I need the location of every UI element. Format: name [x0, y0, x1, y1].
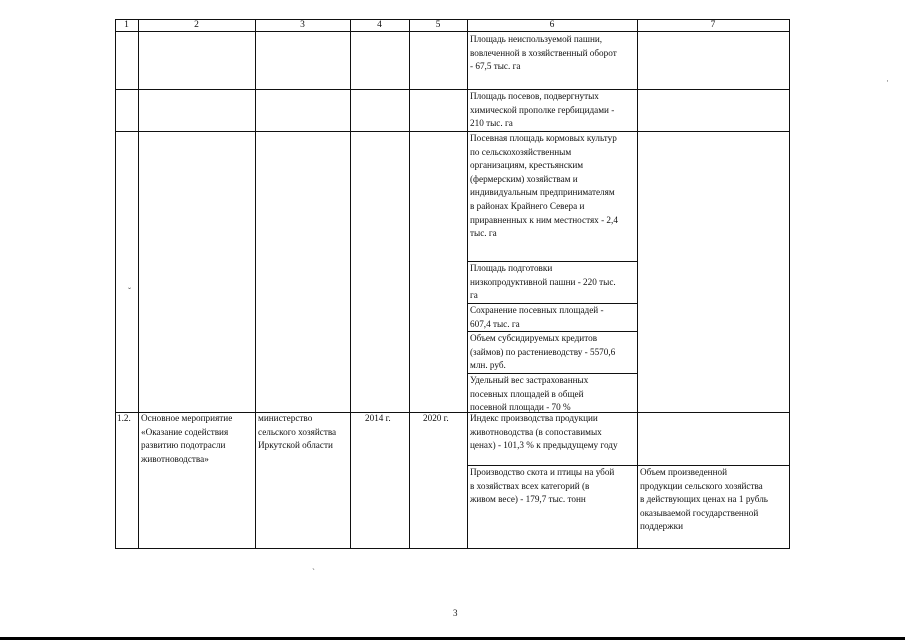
indicator-low-productive-land: Площадь подготовки низкопродуктивной пашни - 220 тыс. га: [470, 263, 616, 301]
indicator-output-per-ruble-support: Объем произведенной продукции сельского хозяйства в действующих ценах на 1 рубль оказываемой государственной поддержки: [640, 467, 768, 532]
indicator-unused-arable-land: Площадь неиспользуемой пашни, вовлеченной в хозяйственный оборот - 67,5 тыс. га: [470, 34, 617, 72]
indicator-livestock-production-index: Индекс производства продукции животноводства (в сопоставимых ценах) - 101,3 % к предыдущему году: [470, 413, 618, 451]
indicator-livestock-slaughter-volume: Производство скота и птицы на убой в хозяйствах всех категорий (в живом весе) - 179,7 тыс. тонн: [470, 467, 615, 505]
header-col-6: 6: [549, 20, 555, 30]
scan-mark: ˏ: [312, 560, 315, 570]
column-divider: [467, 19, 468, 549]
table-border-left: [115, 19, 116, 549]
indicator-herbicide-treated-area: Площадь посевов, подвергнутых химической прополке гербицидами - 210 тыс. га: [470, 91, 615, 129]
header-col-1: 1: [124, 20, 129, 30]
table-border-bottom: [115, 548, 790, 549]
document-table: [115, 19, 790, 549]
indicator-sown-area-preservation: Сохранение посевных площадей - 607,4 тыс. га: [470, 305, 604, 329]
header-col-2: 2: [194, 20, 199, 30]
start-year: 2014 г.: [365, 413, 391, 423]
scan-mark: ·: [886, 76, 889, 86]
column-divider: [409, 19, 410, 549]
responsible-executor: министерство сельского хозяйства Иркутской области: [258, 413, 337, 451]
header-col-7: 7: [710, 20, 716, 30]
row-divider: [115, 131, 790, 132]
column-divider: [637, 19, 638, 549]
column-divider: [138, 19, 139, 549]
end-year: 2020 г.: [423, 413, 449, 423]
table-border-right: [789, 19, 790, 549]
header-col-4: 4: [377, 20, 382, 30]
page-number: 3: [453, 608, 458, 618]
column-divider: [255, 19, 256, 549]
header-divider: [115, 31, 790, 32]
activity-name: Основное мероприятие «Оказание содействия развитию подотрасли животноводства»: [141, 413, 233, 464]
header-col-5: 5: [435, 20, 441, 30]
scan-mark: ˇ: [128, 286, 131, 296]
column-divider: [350, 19, 351, 549]
header-col-3: 3: [300, 20, 305, 30]
indicator-insured-area-share: Удельный вес застрахованных посевных площадей в общей посевной площади - 70 %: [470, 375, 589, 413]
indicator-subsidized-loans: Объем субсидируемых кредитов (займов) по растениеводству - 5570,6 млн. руб.: [470, 333, 616, 371]
activity-number: 1.2.: [117, 413, 131, 423]
row-divider: [115, 89, 790, 90]
indicator-forage-crop-area: Посевная площадь кормовых культур по сельскохозяйственным организациям, крестьянским (фермерским) хозяйствам и индивидуальным предпринимателям в районах Крайнего Севера и приравненных к ним местностях - 2,4 тыс. га: [470, 133, 618, 239]
